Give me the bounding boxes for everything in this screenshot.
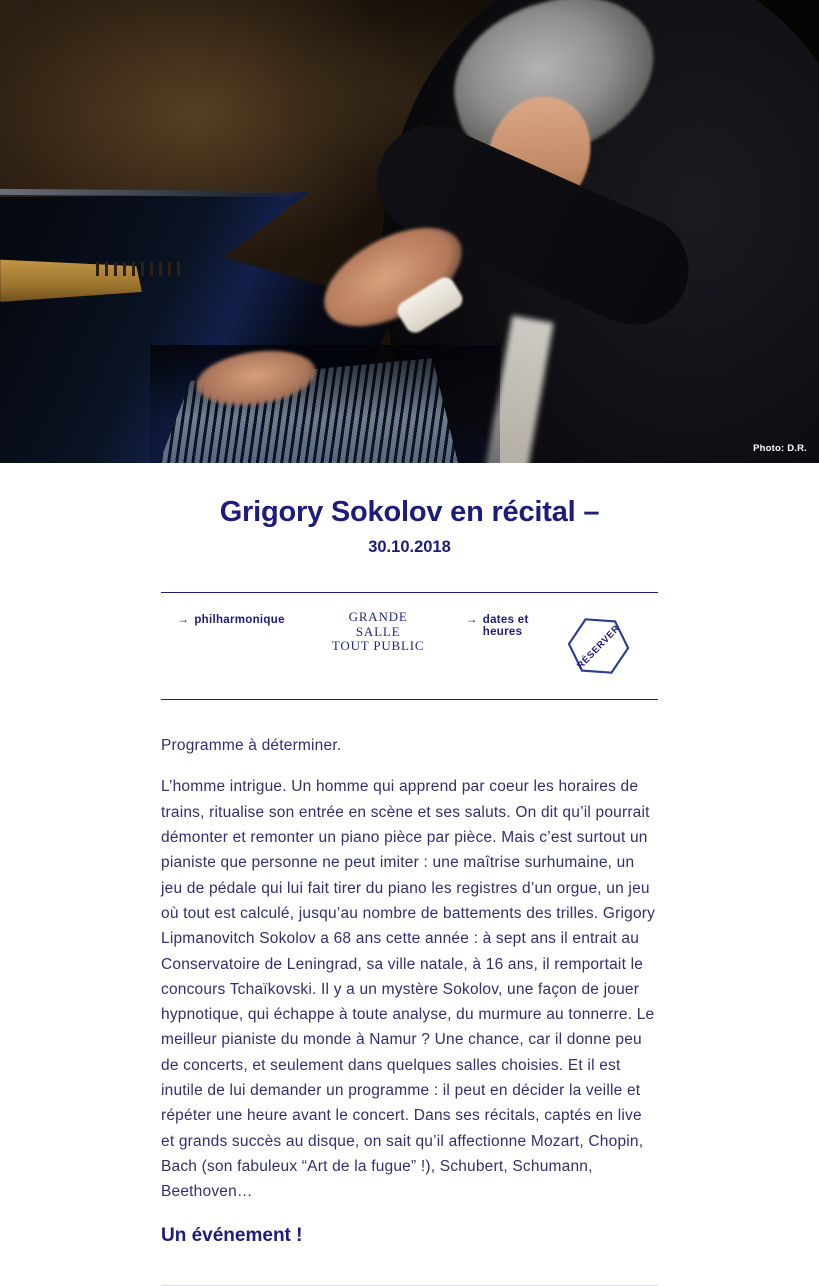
reserve-label: RÉSERVER — [574, 623, 623, 672]
arrow-right-icon: → — [465, 612, 478, 627]
piano-keyboard-shadow — [150, 345, 500, 463]
reserve-button[interactable] — [562, 607, 634, 685]
article-body: L’homme intrigue. Un homme qui apprend par coeur les horaires de trains, ritualise son entrée en scène et ses saluts. On dit qu’il pourrait démonter et remonter un piano pièce par pièce. Mais c’est surtout un pianiste que personne ne peut imiter : une maîtrise surhumaine, un jeu de pédale qui lui fait tirer du piano les registres d’un orgue, un jeu où tout est calculé, jusqu’au nombre de battements des trilles. Grigory Lipmanovitch Sokolov a 68 ans cette année : à sept ans il entrait au Conservatoire de Leningrad, sa ville natale, à 16 ans, il remportait le concours Tchaïkovski. Il y a un mystère Sokolov, une façon de jouer hypnotique, qui échappe à toute analyse, du murmure au tonnerre. Le meilleur pianiste du monde à Namur ? Une chance, car il donne peu de concerts, et seulement dans quelques salles choisies. Et il est inutile de lui demander un programme : il peut en décider la veille et répéter une heure avant le concert. Dans ses récitals, captés en live et grands succès au disque, on sait qu’il affectionne Mozart, Chopin, Bach (son fabuleux “Art de la fugue” !), Schubert, Schumann, Beethoven… — [161, 778, 656, 1201]
title-block — [0, 497, 819, 557]
philharmonique-link[interactable] — [177, 612, 285, 626]
hexagon-badge-icon — [562, 607, 634, 685]
dates-et-heures-link[interactable] — [465, 612, 566, 638]
venue-audience: TOUT PUBLIC — [331, 638, 425, 654]
philharmonique-label: philharmonique — [194, 614, 285, 627]
meta-row — [161, 609, 658, 681]
dates-label: dates et heures — [482, 614, 529, 639]
article — [161, 737, 658, 1247]
photo-credit: Photo: D.R. — [753, 443, 807, 454]
meta-block — [161, 592, 658, 700]
hero-photo — [0, 0, 819, 463]
program-note: Programme à déterminer. — [161, 737, 342, 755]
closing-heading: Un événement ! — [161, 1225, 303, 1247]
venue-hall: GRANDE SALLE — [348, 609, 408, 639]
venue-info — [327, 610, 430, 653]
event-date: 30.10.2018 — [368, 538, 451, 557]
arrow-right-icon: → — [177, 612, 190, 627]
page-title: Grigory Sokolov en récital – — [219, 496, 600, 528]
piano-tuning-pins — [96, 262, 186, 276]
